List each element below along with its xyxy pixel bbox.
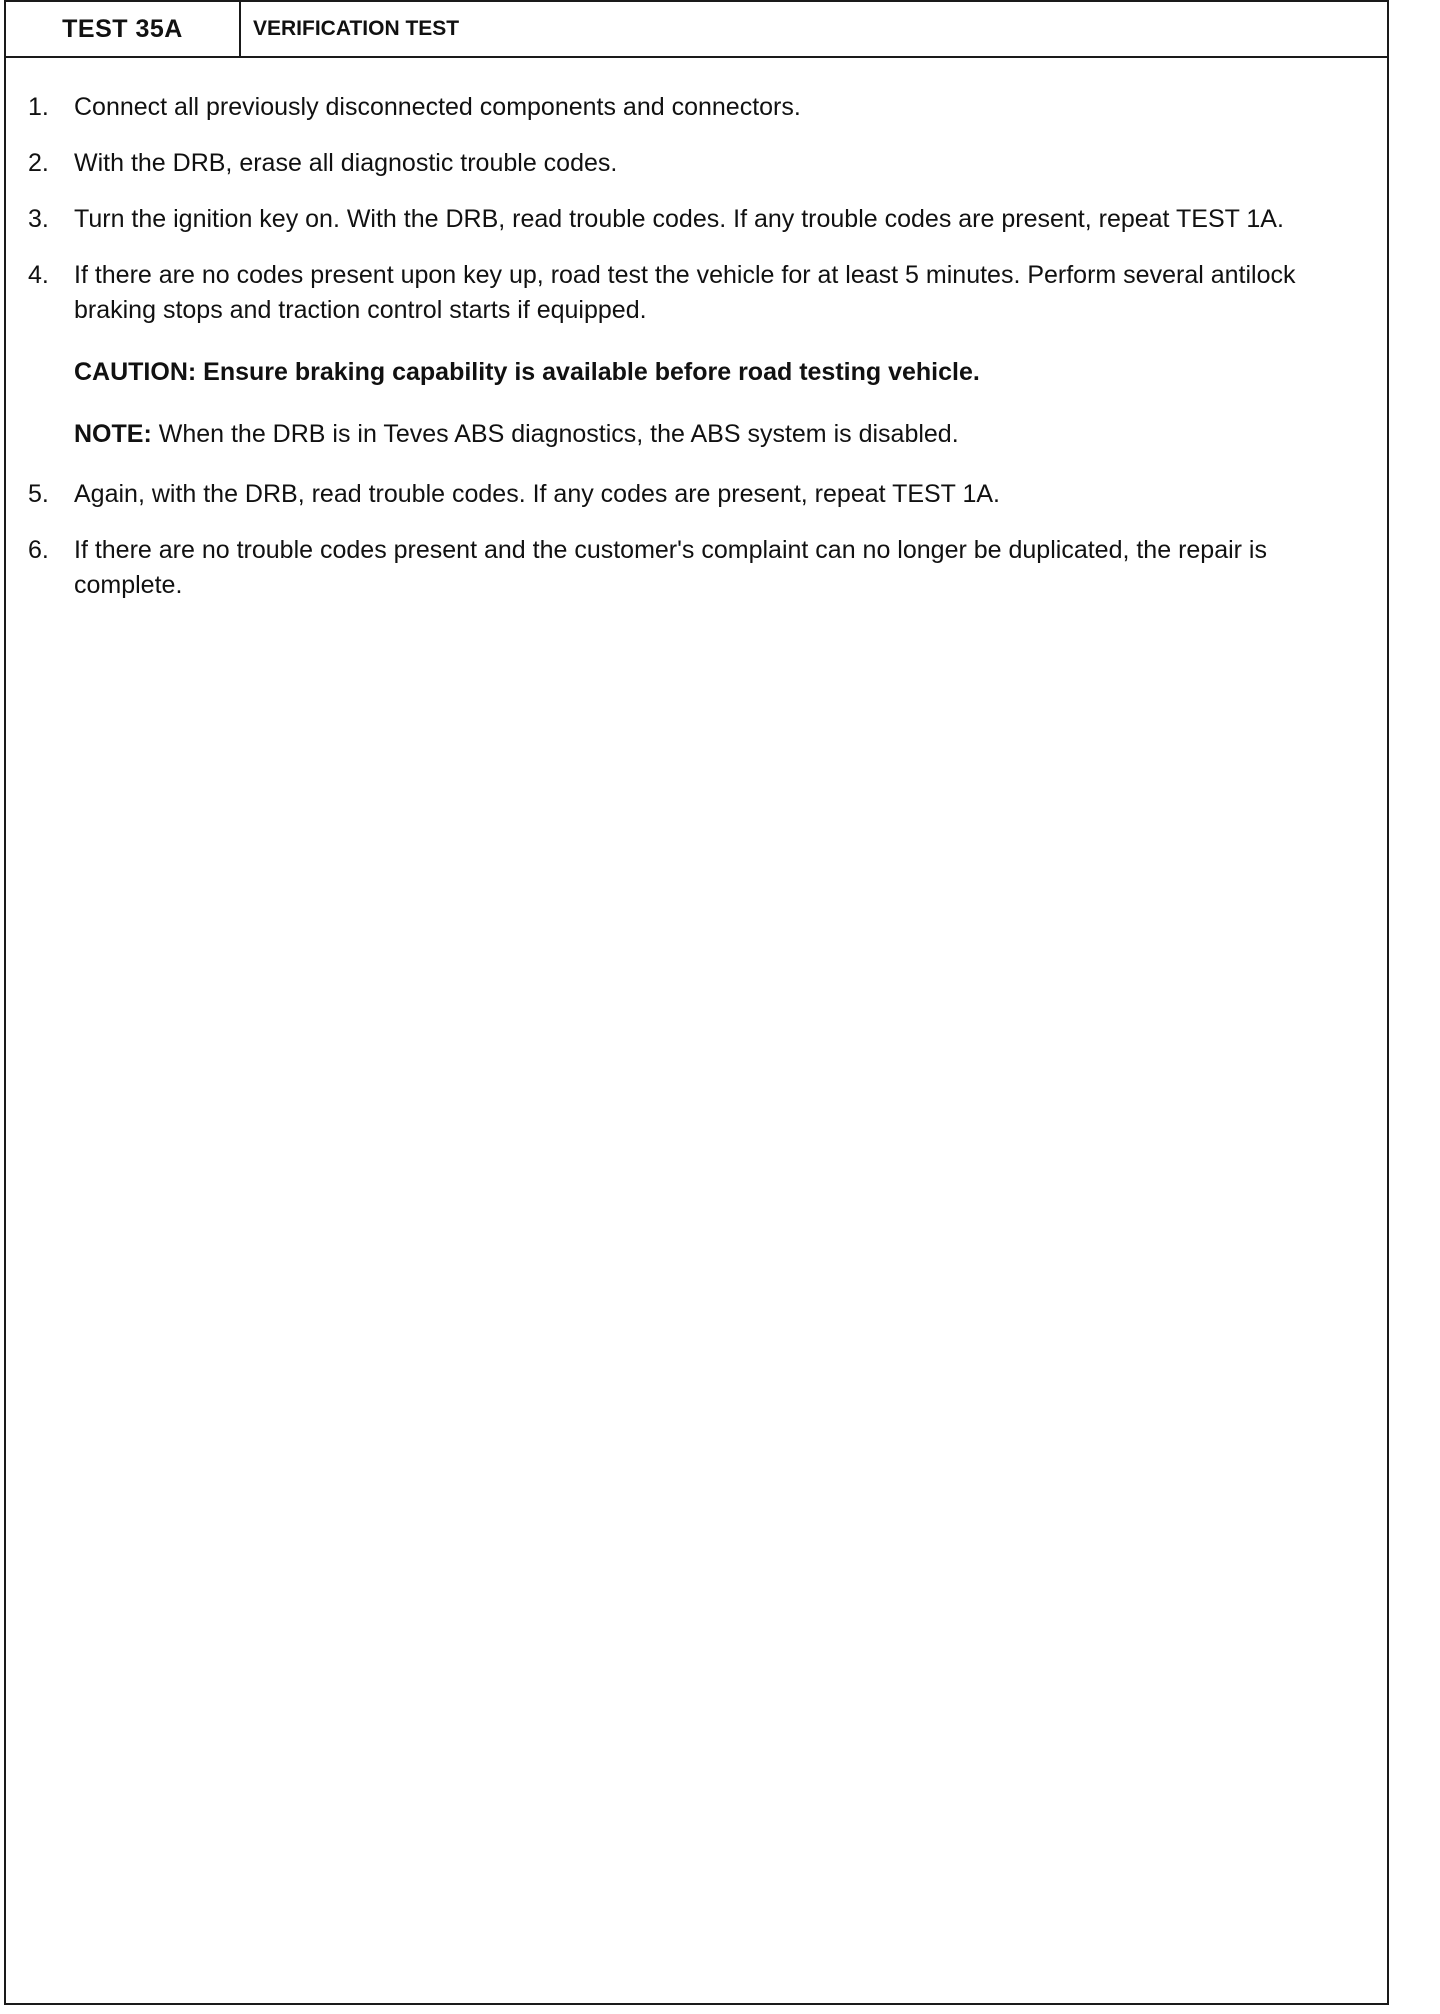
step-text: With the DRB, erase all diagnostic trouble codes. [74, 149, 618, 177]
step-number: 6. [28, 536, 49, 564]
test-id: TEST 35A [6, 2, 241, 56]
step-number: 2. [28, 149, 49, 177]
step-number: 1. [28, 93, 49, 121]
step-number: 4. [28, 261, 49, 289]
step-1 [28, 90, 1357, 125]
test-header [6, 2, 1387, 58]
step-text: Turn the ignition key on. With the DRB, read trouble codes. If any trouble codes are present, repeat TEST 1A. [74, 205, 1284, 233]
step-body [74, 258, 1357, 456]
test-procedure-frame [4, 0, 1389, 2005]
step-5 [28, 477, 1357, 512]
step-6 [28, 533, 1357, 603]
step-number: 3. [28, 205, 49, 233]
step-text: Again, with the DRB, read trouble codes. If any codes are present, repeat TEST 1A. [74, 480, 1000, 508]
step-2 [28, 146, 1357, 181]
test-title: VERIFICATION TEST [253, 17, 460, 40]
step-4 [28, 258, 1357, 456]
steps-list [6, 58, 1387, 624]
step-3 [28, 202, 1357, 237]
caution-text: CAUTION: Ensure braking capability is available before road testing vehicle. [74, 358, 980, 386]
note-label: NOTE: [74, 420, 152, 448]
note-text: When the DRB is in Teves ABS diagnostics, the ABS system is disabled. [151, 420, 959, 448]
step-text: If there are no codes present upon key up, road test the vehicle for at least 5 minutes. Perform several antilock braking stops and traction control starts if equipped. [74, 261, 1296, 324]
step-text: Connect all previously disconnected components and connectors. [74, 93, 801, 121]
note-paragraph [74, 417, 1357, 452]
step-text: If there are no trouble codes present and the customer's complaint can no longer be duplicated, the repair is complete. [74, 536, 1267, 599]
step-number: 5. [28, 480, 49, 508]
